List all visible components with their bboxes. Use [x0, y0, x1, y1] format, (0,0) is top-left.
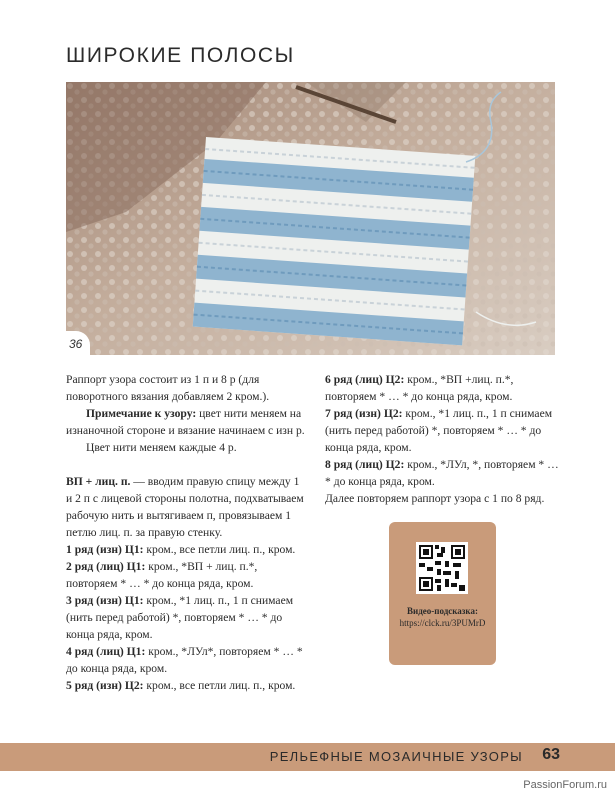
row-6 — [325, 371, 565, 405]
rapport-paragraph: Раппорт узора состоит из 1 п и 8 р (для поворотного вязания добавляем 2 кром.). — [66, 373, 270, 403]
row-8-label: 8 ряд (лиц) Ц2: — [325, 458, 405, 471]
qr-code-icon[interactable] — [416, 542, 468, 594]
row-8-text: кром., *ЛУл, *, повторяем * … * до конца ряда, кром. — [325, 458, 559, 488]
left-text-column — [66, 371, 306, 694]
pattern-note-text: цвет нити меняем на изнаночной стороне и вязание начинаем с изн р. — [66, 407, 305, 437]
color-change-paragraph: Цвет нити меняем каждые 4 р. — [86, 441, 237, 454]
row-2 — [66, 558, 306, 592]
row-4-label: 4 ряд (лиц) Ц1: — [66, 645, 146, 658]
row-7-text: кром., *1 лиц. п., 1 п снимаем (нить перед работой) *, повторяем * … * до конца ряда, кром. — [325, 407, 553, 454]
video-hint-label: Видео-подсказка: — [407, 606, 478, 616]
row-3-text: кром., *1 лиц. п., 1 п снимаем (нить перед работой) *, повторяем * … * до конца ряда, кром. — [66, 594, 294, 641]
video-hint-caption — [389, 605, 496, 629]
row-1 — [66, 541, 306, 558]
watermark: PassionForum.ru — [523, 779, 607, 791]
row-1-label: 1 ряд (изн) Ц1: — [66, 543, 144, 556]
video-hint-link[interactable]: https://clck.ru/3PUMrD — [399, 618, 486, 628]
page-title: ШИРОКИЕ ПОЛОСЫ — [66, 44, 295, 67]
row-5 — [66, 677, 306, 694]
row-4 — [66, 643, 306, 677]
row-3-label: 3 ряд (изн) Ц1: — [66, 594, 144, 607]
row-8 — [325, 456, 565, 490]
section-title: РЕЛЬЕФНЫЕ МОЗАИЧНЫЕ УЗОРЫ — [269, 749, 523, 764]
row-7 — [325, 405, 565, 456]
row-2-text: кром., *ВП + лиц. п.*, повторяем * … * до конца ряда, кром. — [66, 560, 258, 590]
pattern-note-paragraph — [66, 405, 306, 439]
row-5-text: кром., все петли лиц. п., кром. — [143, 679, 296, 692]
knitting-photo — [66, 82, 555, 355]
row-7-label: 7 ряд (изн) Ц2: — [325, 407, 403, 420]
row-6-label: 6 ряд (лиц) Ц2: — [325, 373, 405, 386]
photo-number-badge: 36 — [66, 331, 90, 355]
stitch-definition-term: ВП + лиц. п. — [66, 475, 131, 488]
row-3 — [66, 592, 306, 643]
right-text-column — [325, 371, 565, 507]
row-1-text: кром., все петли лиц. п., кром. — [143, 543, 296, 556]
repeat-instruction: Далее повторяем раппорт узора с 1 по 8 ряд. — [325, 492, 545, 505]
row-4-text: кром., *ЛУл*, повторяем * … * до конца ряда, кром. — [66, 645, 303, 675]
row-6-text: кром., *ВП +лиц. п.*, повторяем * … * до конца ряда, кром. — [325, 373, 514, 403]
footer-bar — [0, 743, 615, 771]
stitch-definition — [66, 473, 306, 541]
knitting-sample-image — [66, 82, 555, 355]
row-2-label: 2 ряд (лиц) Ц1: — [66, 560, 146, 573]
stitch-definition-text: — вводим правую спицу между 1 и 2 п с лицевой стороны полотна, подхватываем рабочую нить и вытягиваем п, провязываем 1 петлю лиц. п. за правую стенку. — [66, 475, 304, 539]
pattern-note-label: Примечание к узору: — [86, 407, 197, 420]
row-5-label: 5 ряд (изн) Ц2: — [66, 679, 144, 692]
video-hint-card — [389, 522, 496, 665]
page-number: 63 — [542, 746, 560, 763]
